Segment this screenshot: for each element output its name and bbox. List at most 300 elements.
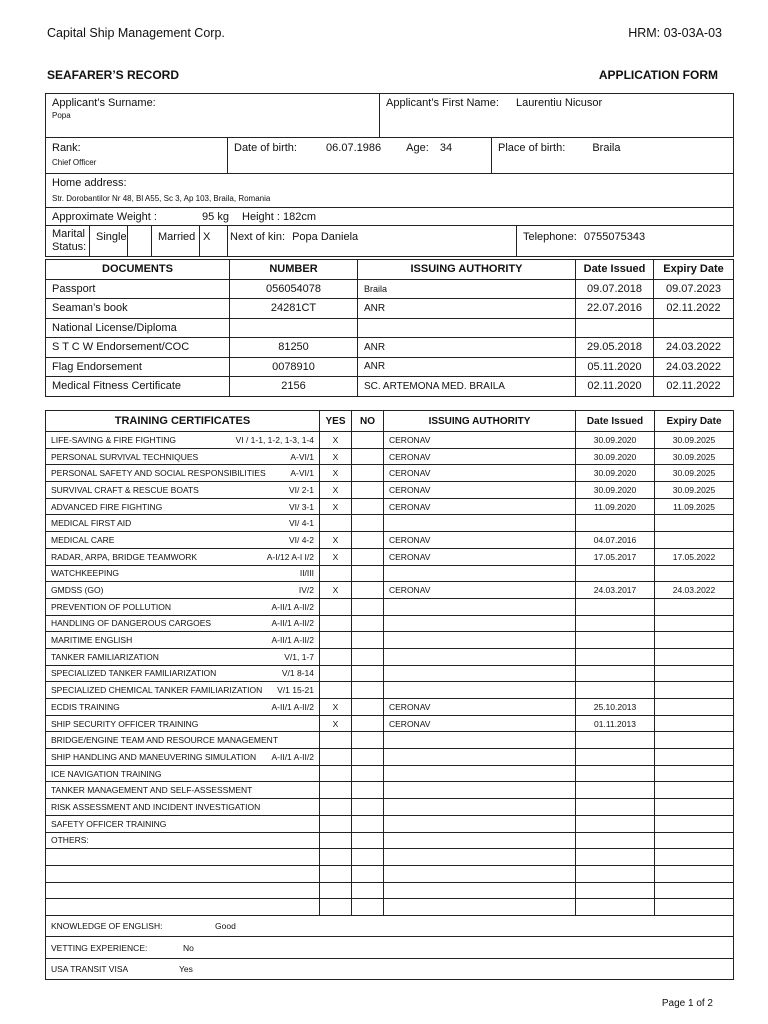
training-date-issued bbox=[576, 565, 655, 582]
training-no[interactable] bbox=[352, 598, 384, 615]
document-authority: ANR bbox=[358, 299, 576, 319]
kin-cell[interactable] bbox=[228, 226, 517, 257]
dob-cell[interactable] bbox=[228, 138, 492, 174]
training-expiry-date bbox=[655, 899, 734, 916]
document-date-issued: 02.11.2020 bbox=[576, 377, 654, 397]
weight-label: Approximate Weight : bbox=[52, 210, 157, 223]
training-row[interactable] bbox=[46, 482, 734, 499]
training-course-name: WATCHKEEPING bbox=[51, 568, 120, 579]
training-row[interactable] bbox=[46, 565, 734, 582]
dob-value: 06.07.1986 bbox=[326, 142, 382, 154]
training-course-reference: II/III bbox=[299, 568, 314, 579]
document-authority: SC. ARTEMONA MED. BRAILA bbox=[358, 377, 576, 397]
training-expiry-date bbox=[655, 865, 734, 882]
training-header-cell: Date Issued bbox=[576, 411, 655, 432]
document-row[interactable] bbox=[46, 338, 734, 358]
training-course-name: PREVENTION OF POLLUTION bbox=[51, 601, 171, 612]
training-course-reference: VI/ 3-1 bbox=[288, 501, 314, 512]
training-table bbox=[45, 410, 734, 980]
training-yes[interactable] bbox=[320, 515, 352, 532]
training-expiry-date: 11.09.2025 bbox=[655, 498, 734, 515]
training-expiry-date: 30.09.2025 bbox=[655, 482, 734, 499]
training-no[interactable] bbox=[352, 699, 384, 716]
training-row[interactable] bbox=[46, 448, 734, 465]
document-row[interactable] bbox=[46, 377, 734, 397]
training-no[interactable] bbox=[352, 882, 384, 899]
training-row[interactable] bbox=[46, 699, 734, 716]
training-yes[interactable] bbox=[320, 849, 352, 866]
training-authority bbox=[384, 832, 576, 849]
address-cell[interactable] bbox=[46, 174, 734, 208]
training-row[interactable] bbox=[46, 432, 734, 449]
training-course-cell bbox=[46, 515, 320, 532]
training-authority bbox=[384, 849, 576, 866]
training-course-cell bbox=[46, 749, 320, 766]
training-course-cell bbox=[46, 882, 320, 899]
training-course-reference: V/1, 1-7 bbox=[284, 651, 314, 662]
training-expiry-date: 30.09.2025 bbox=[655, 432, 734, 449]
training-no[interactable] bbox=[352, 849, 384, 866]
document-expiry-date: 02.11.2022 bbox=[654, 299, 734, 319]
document-number: 0078910 bbox=[230, 357, 358, 377]
training-date-issued bbox=[576, 799, 655, 816]
training-row[interactable] bbox=[46, 665, 734, 682]
applicant-table bbox=[45, 93, 734, 257]
training-course-name: HANDLING OF DANGEROUS CARGOES bbox=[51, 618, 212, 629]
training-yes[interactable] bbox=[320, 782, 352, 799]
training-header-cell: YES bbox=[320, 411, 352, 432]
document-authority bbox=[358, 318, 576, 338]
training-course-cell bbox=[46, 632, 320, 649]
training-row[interactable] bbox=[46, 498, 734, 515]
document-name: Flag Endorsement bbox=[46, 357, 230, 377]
training-no[interactable] bbox=[352, 782, 384, 799]
training-expiry-date bbox=[655, 815, 734, 832]
training-row[interactable] bbox=[46, 648, 734, 665]
document-expiry-date: 24.03.2022 bbox=[654, 338, 734, 358]
document-number: 24281CT bbox=[230, 299, 358, 319]
document-row[interactable] bbox=[46, 279, 734, 299]
training-yes[interactable] bbox=[320, 682, 352, 699]
training-date-issued bbox=[576, 749, 655, 766]
training-date-issued bbox=[576, 648, 655, 665]
training-authority bbox=[384, 682, 576, 699]
training-authority: CERONAV bbox=[384, 582, 576, 599]
training-course-name: MEDICAL FIRST AID bbox=[51, 518, 132, 529]
training-course-name: PERSONAL SAFETY AND SOCIAL RESPONSIBILITIES bbox=[51, 468, 266, 479]
training-course-cell bbox=[46, 615, 320, 632]
document-expiry-date: 02.11.2022 bbox=[654, 377, 734, 397]
training-header-cell: TRAINING CERTIFICATES bbox=[46, 411, 320, 432]
training-course-reference: A-II/1 A-II/2 bbox=[271, 601, 314, 612]
training-no[interactable] bbox=[352, 482, 384, 499]
documents-header-cell: ISSUING AUTHORITY bbox=[358, 260, 576, 280]
training-row[interactable] bbox=[46, 899, 734, 916]
training-no[interactable] bbox=[352, 498, 384, 515]
training-yes[interactable] bbox=[320, 749, 352, 766]
training-row[interactable] bbox=[46, 732, 734, 749]
training-row[interactable] bbox=[46, 715, 734, 732]
training-course-reference: VI/ 2-1 bbox=[288, 484, 314, 495]
training-course-name: GMDSS (GO) bbox=[51, 585, 104, 596]
surname-value: Popa bbox=[52, 111, 71, 120]
training-course-name: ADVANCED FIRE FIGHTING bbox=[51, 501, 163, 512]
training-no[interactable] bbox=[352, 648, 384, 665]
training-course-name: ICE NAVIGATION TRAINING bbox=[51, 768, 162, 779]
age-value: 34 bbox=[439, 142, 453, 154]
training-course-reference: V/1 15-21 bbox=[277, 685, 314, 696]
training-no[interactable] bbox=[352, 715, 384, 732]
training-date-issued bbox=[576, 765, 655, 782]
surname-label: Applicant’s Surname: bbox=[52, 97, 156, 109]
training-authority bbox=[384, 615, 576, 632]
training-footer-row[interactable] bbox=[46, 958, 734, 980]
training-yes[interactable]: X bbox=[320, 498, 352, 515]
phone-value: 0755075343 bbox=[583, 231, 646, 243]
training-course-cell bbox=[46, 815, 320, 832]
training-course-name: TANKER MANAGEMENT AND SELF-ASSESSMENT bbox=[51, 785, 253, 796]
document-authority: Braila bbox=[358, 279, 576, 299]
training-course-cell bbox=[46, 532, 320, 549]
training-course-name: SPECIALIZED TANKER FAMILIARIZATION bbox=[51, 668, 217, 679]
kin-value: Popa Daniela bbox=[292, 231, 359, 243]
documents-header bbox=[46, 260, 734, 280]
training-date-issued bbox=[576, 615, 655, 632]
training-expiry-date bbox=[655, 882, 734, 899]
training-expiry-date: 30.09.2025 bbox=[655, 448, 734, 465]
training-yes[interactable]: X bbox=[320, 465, 352, 482]
training-row[interactable] bbox=[46, 765, 734, 782]
training-footer-cell bbox=[46, 937, 734, 959]
training-yes[interactable] bbox=[320, 632, 352, 649]
pob-cell[interactable] bbox=[492, 138, 734, 174]
training-course-cell bbox=[46, 682, 320, 699]
training-date-issued: 30.09.2020 bbox=[576, 482, 655, 499]
training-course-name: ECDIS TRAINING bbox=[51, 701, 120, 712]
document-date-issued: 22.07.2016 bbox=[576, 299, 654, 319]
document-name: National License/Diploma bbox=[46, 318, 230, 338]
phone-cell[interactable] bbox=[517, 226, 734, 257]
training-course-name: RADAR, ARPA, BRIDGE TEAMWORK bbox=[51, 551, 198, 562]
training-course-name: OTHERS: bbox=[51, 835, 89, 846]
training-course-reference: A-II/1 A-II/2 bbox=[271, 751, 314, 762]
training-course-reference: VI/ 4-1 bbox=[288, 518, 314, 529]
training-course-cell bbox=[46, 582, 320, 599]
training-date-issued bbox=[576, 849, 655, 866]
training-yes[interactable]: X bbox=[320, 432, 352, 449]
training-expiry-date bbox=[655, 799, 734, 816]
training-no[interactable] bbox=[352, 682, 384, 699]
training-authority bbox=[384, 665, 576, 682]
training-row[interactable] bbox=[46, 598, 734, 615]
training-no[interactable] bbox=[352, 582, 384, 599]
training-row[interactable] bbox=[46, 548, 734, 565]
training-row[interactable] bbox=[46, 532, 734, 549]
document-row[interactable] bbox=[46, 357, 734, 377]
training-header-cell: NO bbox=[352, 411, 384, 432]
training-course-cell bbox=[46, 648, 320, 665]
training-course-cell bbox=[46, 498, 320, 515]
document-expiry-date: 24.03.2022 bbox=[654, 357, 734, 377]
training-row[interactable] bbox=[46, 865, 734, 882]
training-yes[interactable] bbox=[320, 598, 352, 615]
training-row[interactable] bbox=[46, 615, 734, 632]
training-date-issued bbox=[576, 632, 655, 649]
training-expiry-date bbox=[655, 532, 734, 549]
training-row[interactable] bbox=[46, 632, 734, 649]
training-authority: CERONAV bbox=[384, 482, 576, 499]
firstname-cell[interactable] bbox=[380, 94, 734, 138]
training-yes[interactable]: X bbox=[320, 582, 352, 599]
training-header-cell: Expiry Date bbox=[655, 411, 734, 432]
document-date-issued bbox=[576, 318, 654, 338]
training-row[interactable] bbox=[46, 815, 734, 832]
training-date-issued bbox=[576, 515, 655, 532]
training-course-name: SHIP HANDLING AND MANEUVERING SIMULATION bbox=[51, 751, 257, 762]
training-no[interactable] bbox=[352, 448, 384, 465]
documents-header-cell: Expiry Date bbox=[654, 260, 734, 280]
training-authority bbox=[384, 515, 576, 532]
training-authority bbox=[384, 565, 576, 582]
training-date-issued: 11.09.2020 bbox=[576, 498, 655, 515]
training-course-name: SURVIVAL CRAFT & RESCUE BOATS bbox=[51, 484, 199, 495]
training-row[interactable] bbox=[46, 799, 734, 816]
training-course-reference: A-I/12 A-I I/2 bbox=[266, 551, 314, 562]
training-date-issued bbox=[576, 899, 655, 916]
training-no[interactable] bbox=[352, 815, 384, 832]
training-yes[interactable] bbox=[320, 815, 352, 832]
training-footer-value: No bbox=[183, 942, 194, 953]
weight-height-cell[interactable] bbox=[46, 208, 734, 226]
training-no[interactable] bbox=[352, 865, 384, 882]
firstname-label: Applicant’s First Name: bbox=[386, 97, 499, 109]
training-course-cell bbox=[46, 832, 320, 849]
training-date-issued bbox=[576, 815, 655, 832]
marital-label: Marital Status: bbox=[46, 226, 90, 257]
training-expiry-date bbox=[655, 565, 734, 582]
training-course-cell bbox=[46, 699, 320, 716]
training-date-issued bbox=[576, 682, 655, 699]
married-checkbox[interactable]: X bbox=[200, 226, 228, 257]
height-label: Height : 182cm bbox=[242, 210, 316, 223]
training-no[interactable] bbox=[352, 465, 384, 482]
training-row[interactable] bbox=[46, 749, 734, 766]
rank-label: Rank: bbox=[52, 142, 81, 154]
training-no[interactable] bbox=[352, 432, 384, 449]
training-course-name: MEDICAL CARE bbox=[51, 534, 115, 545]
training-yes[interactable] bbox=[320, 732, 352, 749]
document-date-issued: 29.05.2018 bbox=[576, 338, 654, 358]
training-course-reference: A-VI/1 bbox=[290, 451, 314, 462]
training-authority: CERONAV bbox=[384, 448, 576, 465]
training-yes[interactable]: X bbox=[320, 532, 352, 549]
training-expiry-date bbox=[655, 782, 734, 799]
training-yes[interactable]: X bbox=[320, 482, 352, 499]
training-date-issued bbox=[576, 832, 655, 849]
training-date-issued bbox=[576, 732, 655, 749]
training-course-cell bbox=[46, 715, 320, 732]
training-no[interactable] bbox=[352, 765, 384, 782]
training-course-reference: A-II/1 A-II/2 bbox=[271, 618, 314, 629]
training-footer-value: Yes bbox=[179, 964, 193, 975]
rank-cell[interactable] bbox=[46, 138, 228, 174]
training-yes[interactable] bbox=[320, 565, 352, 582]
training-date-issued: 25.10.2013 bbox=[576, 699, 655, 716]
training-yes[interactable] bbox=[320, 832, 352, 849]
training-yes[interactable]: X bbox=[320, 448, 352, 465]
training-course-name: LIFE-SAVING & FIRE FIGHTING bbox=[51, 434, 176, 445]
training-course-name: RISK ASSESSMENT AND INCIDENT INVESTIGATION bbox=[51, 801, 261, 812]
single-checkbox[interactable] bbox=[128, 226, 152, 257]
form-code: HRM: 03-03A-03 bbox=[628, 26, 722, 40]
training-authority bbox=[384, 899, 576, 916]
document-number: 2156 bbox=[230, 377, 358, 397]
firstname-value: Laurentiu Nicusor bbox=[515, 97, 603, 109]
training-no[interactable] bbox=[352, 565, 384, 582]
training-date-issued bbox=[576, 598, 655, 615]
document-number bbox=[230, 318, 358, 338]
training-date-issued: 04.07.2016 bbox=[576, 532, 655, 549]
age-label: Age: bbox=[406, 142, 429, 154]
training-footer-cell bbox=[46, 958, 734, 980]
document-row[interactable] bbox=[46, 318, 734, 338]
training-no[interactable] bbox=[352, 515, 384, 532]
training-course-reference: VI / 1-1, 1-2, 1-3, 1-4 bbox=[235, 434, 314, 445]
training-course-reference: A-II/1 A-II/2 bbox=[271, 701, 314, 712]
training-authority bbox=[384, 882, 576, 899]
document-expiry-date: 09.07.2023 bbox=[654, 279, 734, 299]
training-authority: CERONAV bbox=[384, 548, 576, 565]
rank-value: Chief Officer bbox=[52, 158, 97, 167]
training-course-cell bbox=[46, 432, 320, 449]
training-expiry-date bbox=[655, 732, 734, 749]
training-header bbox=[46, 411, 734, 432]
training-no[interactable] bbox=[352, 665, 384, 682]
training-course-cell bbox=[46, 849, 320, 866]
page-number: Page 1 of 2 bbox=[661, 998, 713, 1009]
training-authority bbox=[384, 799, 576, 816]
training-authority: CERONAV bbox=[384, 465, 576, 482]
training-expiry-date bbox=[655, 715, 734, 732]
training-yes[interactable] bbox=[320, 799, 352, 816]
training-expiry-date: 17.05.2022 bbox=[655, 548, 734, 565]
training-yes[interactable]: X bbox=[320, 715, 352, 732]
training-yes[interactable] bbox=[320, 615, 352, 632]
training-yes[interactable] bbox=[320, 882, 352, 899]
training-expiry-date bbox=[655, 598, 734, 615]
training-authority bbox=[384, 865, 576, 882]
training-footer-row[interactable] bbox=[46, 915, 734, 937]
document-number: 056054078 bbox=[230, 279, 358, 299]
training-row[interactable] bbox=[46, 882, 734, 899]
training-footer-row[interactable] bbox=[46, 937, 734, 959]
training-course-cell bbox=[46, 465, 320, 482]
training-row[interactable] bbox=[46, 832, 734, 849]
training-date-issued: 24.03.2017 bbox=[576, 582, 655, 599]
training-footer-label: USA TRANSIT VISA bbox=[51, 964, 129, 975]
training-no[interactable] bbox=[352, 832, 384, 849]
document-name: Passport bbox=[46, 279, 230, 299]
training-yes[interactable] bbox=[320, 899, 352, 916]
training-authority bbox=[384, 732, 576, 749]
document-number: 81250 bbox=[230, 338, 358, 358]
training-expiry-date bbox=[655, 615, 734, 632]
training-no[interactable] bbox=[352, 732, 384, 749]
address-value: Str. Dorobantilor Nr 48, Bl A55, Sc 3, Ap 103, Braila, Romania bbox=[52, 194, 271, 203]
surname-cell[interactable] bbox=[46, 94, 380, 138]
training-date-issued: 17.05.2017 bbox=[576, 548, 655, 565]
training-date-issued: 30.09.2020 bbox=[576, 448, 655, 465]
training-row[interactable] bbox=[46, 782, 734, 799]
training-course-name: MARITIME ENGLISH bbox=[51, 635, 133, 646]
training-authority bbox=[384, 782, 576, 799]
training-expiry-date: 24.03.2022 bbox=[655, 582, 734, 599]
training-footer-value: Good bbox=[215, 921, 236, 932]
training-expiry-date bbox=[655, 632, 734, 649]
pob-value: Braila bbox=[592, 142, 621, 154]
training-authority bbox=[384, 749, 576, 766]
training-authority: CERONAV bbox=[384, 532, 576, 549]
training-course-cell bbox=[46, 565, 320, 582]
training-no[interactable] bbox=[352, 548, 384, 565]
training-date-issued bbox=[576, 865, 655, 882]
training-no[interactable] bbox=[352, 632, 384, 649]
training-course-cell bbox=[46, 765, 320, 782]
training-expiry-date bbox=[655, 648, 734, 665]
training-yes[interactable] bbox=[320, 648, 352, 665]
training-row[interactable] bbox=[46, 515, 734, 532]
training-row[interactable] bbox=[46, 849, 734, 866]
training-yes[interactable]: X bbox=[320, 699, 352, 716]
training-course-reference: A-II/1 A-II/2 bbox=[271, 635, 314, 646]
training-course-cell bbox=[46, 899, 320, 916]
document-date-issued: 09.07.2018 bbox=[576, 279, 654, 299]
training-row[interactable] bbox=[46, 465, 734, 482]
training-course-cell bbox=[46, 732, 320, 749]
training-course-cell bbox=[46, 548, 320, 565]
training-yes[interactable]: X bbox=[320, 548, 352, 565]
training-no[interactable] bbox=[352, 532, 384, 549]
training-expiry-date bbox=[655, 765, 734, 782]
training-course-cell bbox=[46, 598, 320, 615]
training-expiry-date: 30.09.2025 bbox=[655, 465, 734, 482]
training-course-cell bbox=[46, 799, 320, 816]
document-name: Seaman’s book bbox=[46, 299, 230, 319]
documents-header-cell: Date Issued bbox=[576, 260, 654, 280]
training-no[interactable] bbox=[352, 899, 384, 916]
document-authority: ANR bbox=[358, 357, 576, 377]
document-row[interactable] bbox=[46, 299, 734, 319]
training-yes[interactable] bbox=[320, 665, 352, 682]
training-course-name: SAFETY OFFICER TRAINING bbox=[51, 818, 167, 829]
training-course-reference: V/1 8-14 bbox=[281, 668, 314, 679]
training-no[interactable] bbox=[352, 615, 384, 632]
training-date-issued: 30.09.2020 bbox=[576, 432, 655, 449]
training-course-cell bbox=[46, 865, 320, 882]
training-header-cell: ISSUING AUTHORITY bbox=[384, 411, 576, 432]
training-row[interactable] bbox=[46, 682, 734, 699]
training-footer-label: KNOWLEDGE OF ENGLISH: bbox=[51, 921, 163, 932]
training-no[interactable] bbox=[352, 749, 384, 766]
training-no[interactable] bbox=[352, 799, 384, 816]
training-date-issued bbox=[576, 782, 655, 799]
training-yes[interactable] bbox=[320, 765, 352, 782]
training-row[interactable] bbox=[46, 582, 734, 599]
training-course-cell bbox=[46, 665, 320, 682]
training-expiry-date bbox=[655, 849, 734, 866]
training-yes[interactable] bbox=[320, 865, 352, 882]
training-course-cell bbox=[46, 782, 320, 799]
